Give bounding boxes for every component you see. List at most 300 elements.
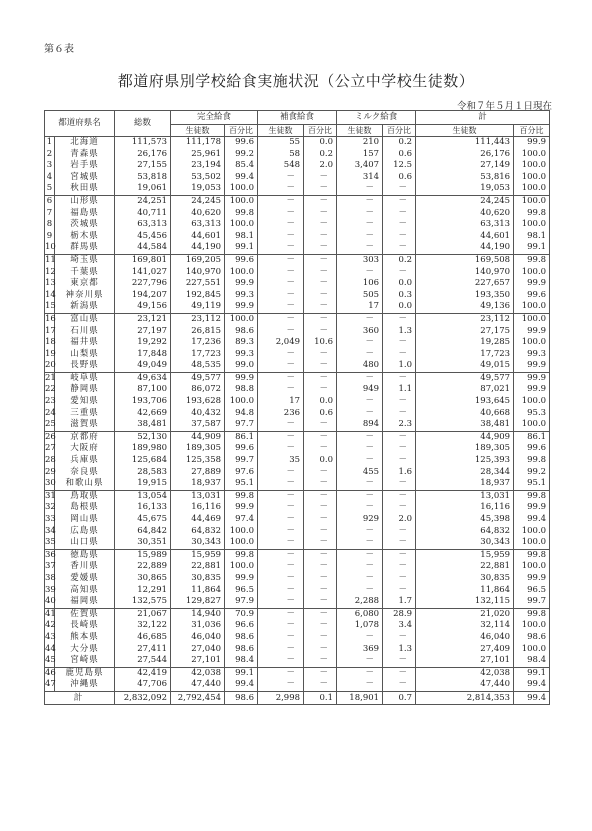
cell-total: 169,801 [115,254,171,266]
row-number: 16 [45,313,56,324]
cell-full-n: 14,940 [171,608,225,620]
cell-milk-p: 1.3 [383,644,416,656]
cell-sum-p: 99.2 [514,467,550,479]
cell-supp-p: － [304,231,337,243]
cell-full-n: 46,040 [171,632,225,644]
cell-milk-n: 6,080 [337,608,383,620]
cell-full-n: 111,178 [171,137,225,149]
cell-milk-n: － [337,655,383,667]
cell-milk-p: － [383,478,416,490]
cell-supp-p: － [304,655,337,667]
cell-sum-p: 100.0 [514,301,550,313]
cell-full-n: 27,040 [171,644,225,656]
table-row [45,585,550,597]
table-row [45,231,550,243]
cell-sum-n: 13,031 [416,490,514,502]
cell-full-p: 100.0 [225,183,258,195]
table-row [45,655,550,667]
cell-sum-n: 45,398 [416,514,514,526]
table-row [45,644,550,656]
cell-supp-n: － [258,183,304,195]
cell-sum-p: 99.9 [514,502,550,514]
prefecture-name: 新潟県 [55,301,115,313]
prefecture-name: 秋田県 [55,183,115,195]
cell-full-n: 169,205 [171,254,225,266]
cell-total: 16,133 [115,502,171,514]
cell-full-p: 99.4 [225,172,258,184]
cell-sum-n: 30,835 [416,573,514,585]
cell-total: 27,197 [115,326,171,338]
row-number: 29 [45,466,56,477]
table-row [45,372,550,384]
cell-full-n: 44,601 [171,231,225,243]
cell-total: 30,865 [115,573,171,585]
header-percentage: 百分比 [225,125,258,137]
cell-milk-p: － [383,396,416,408]
cell-supp-p: － [304,502,337,514]
total-milk-p: 0.7 [383,691,416,704]
cell-full-p: 96.5 [225,585,258,597]
cell-sum-n: 19,285 [416,337,514,349]
cell-milk-n: － [337,349,383,361]
cell-full-p: 89.3 [225,337,258,349]
cell-full-p: 99.1 [225,667,258,679]
table-row [45,455,550,467]
prefecture-name: 愛知県 [55,396,115,408]
prefecture-name: 大阪府 [55,443,115,455]
cell-full-p: 99.1 [225,242,258,254]
cell-milk-n: 303 [337,254,383,266]
prefecture-name: 埼玉県 [55,254,115,266]
cell-supp-n: － [258,172,304,184]
cell-supp-n: － [258,267,304,279]
cell-full-n: 53,502 [171,172,225,184]
cell-sum-n: 64,832 [416,526,514,538]
cell-full-p: 99.2 [225,149,258,161]
header-milk-meal: ミルク給食 [337,111,416,125]
cell-sum-p: 100.0 [514,537,550,549]
cell-total: 22,889 [115,561,171,573]
cell-total: 45,456 [115,231,171,243]
cell-sum-n: 87,021 [416,384,514,396]
cell-full-n: 193,628 [171,396,225,408]
cell-milk-p: － [383,549,416,561]
cell-full-p: 98.6 [225,632,258,644]
cell-sum-n: 28,344 [416,467,514,479]
cell-sum-p: 99.9 [514,326,550,338]
cell-milk-n: 314 [337,172,383,184]
cell-full-n: 22,881 [171,561,225,573]
cell-full-p: 99.9 [225,278,258,290]
cell-supp-p: － [304,419,337,431]
cell-total: 19,061 [115,183,171,195]
cell-milk-p: 0.0 [383,301,416,313]
prefecture-name: 宮城県 [55,172,115,184]
cell-supp-n: － [258,537,304,549]
cell-sum-p: 100.0 [514,561,550,573]
prefecture-name: 岐阜県 [55,372,115,384]
prefecture-name: 宮崎県 [55,655,115,667]
cell-full-n: 30,343 [171,537,225,549]
row-number: 14 [45,289,56,300]
table-header [45,111,550,137]
cell-sum-n: 27,409 [416,644,514,656]
cell-total: 64,842 [115,526,171,538]
table-row [45,490,550,502]
cell-full-p: 99.4 [225,679,258,691]
cell-milk-p: 1.3 [383,326,416,338]
cell-sum-p: 99.9 [514,137,550,149]
cell-supp-n: － [258,561,304,573]
cell-sum-n: 27,101 [416,655,514,667]
prefecture-name: 山形県 [55,195,115,207]
cell-milk-p: － [383,219,416,231]
cell-supp-n: － [258,644,304,656]
cell-milk-p: 1.1 [383,384,416,396]
cell-total: 12,291 [115,585,171,597]
cell-full-n: 40,620 [171,208,225,220]
header-students: 生徒数 [416,125,514,137]
cell-full-p: 86.1 [225,431,258,443]
cell-full-p: 97.6 [225,467,258,479]
cell-sum-p: 100.0 [514,313,550,325]
cell-sum-n: 19,053 [416,183,514,195]
cell-supp-p: － [304,278,337,290]
cell-sum-p: 100.0 [514,160,550,172]
cell-supp-p: － [304,431,337,443]
row-number: 10 [45,242,55,254]
cell-milk-p: － [383,337,416,349]
prefecture-name: 鹿児島県 [55,667,115,679]
cell-sum-n: 46,040 [416,632,514,644]
cell-sum-n: 53,816 [416,172,514,184]
cell-milk-p: － [383,183,416,195]
cell-total: 27,155 [115,160,171,172]
cell-sum-p: 98.1 [514,231,550,243]
cell-milk-p: － [383,561,416,573]
prefecture-name: 群馬県 [55,242,115,254]
cell-total: 49,634 [115,372,171,384]
cell-total: 227,796 [115,278,171,290]
cell-sum-n: 125,393 [416,455,514,467]
header-students: 生徒数 [337,125,383,137]
row-number: 1 [45,137,55,149]
cell-milk-n: － [337,561,383,573]
table-row [45,326,550,338]
cell-sum-p: 100.0 [514,526,550,538]
table-row [45,537,550,549]
cell-full-p: 98.4 [225,655,258,667]
cell-full-n: 19,053 [171,183,225,195]
header-students: 生徒数 [258,125,304,137]
cell-full-n: 18,937 [171,478,225,490]
cell-milk-p: － [383,679,416,691]
row-number: 21 [45,372,56,383]
cell-supp-n: － [258,290,304,302]
cell-full-n: 24,245 [171,195,225,207]
cell-milk-p: 0.6 [383,149,416,161]
prefecture-name: 沖縄県 [55,679,115,691]
cell-milk-p: － [383,313,416,325]
cell-full-n: 129,827 [171,596,225,608]
table-row [45,419,550,431]
prefecture-name: 石川県 [55,326,115,338]
cell-supp-n: － [258,526,304,538]
cell-sum-p: 100.0 [514,644,550,656]
row-number: 5 [45,183,55,195]
prefecture-name: 岡山県 [55,514,115,526]
cell-sum-p: 99.4 [514,514,550,526]
cell-total: 21,067 [115,608,171,620]
cell-sum-n: 169,508 [416,254,514,266]
cell-supp-p: 0.2 [304,149,337,161]
row-number: 13 [45,278,56,289]
cell-supp-p: － [304,514,337,526]
cell-total: 87,100 [115,384,171,396]
row-number: 7 [45,208,55,220]
cell-total: 52,130 [115,431,171,443]
cell-milk-p: 0.0 [383,278,416,290]
cell-full-p: 100.0 [225,396,258,408]
table-row [45,172,550,184]
cell-milk-p: － [383,408,416,420]
cell-milk-n: － [337,526,383,538]
table-row [45,313,550,325]
cell-sum-p: 99.9 [514,360,550,372]
cell-supp-n: － [258,596,304,608]
cell-supp-n: － [258,478,304,490]
page-title: 都道府県別学校給食実施状況（公立中学校生徒数） [117,72,475,90]
cell-milk-n: 2,288 [337,596,383,608]
cell-full-n: 16,116 [171,502,225,514]
cell-supp-n: 58 [258,149,304,161]
header-supplementary-meal: 補食給食 [258,111,337,125]
cell-milk-n: － [337,667,383,679]
cell-full-p: 98.6 [225,326,258,338]
header-sum: 計 [416,111,550,125]
cell-full-n: 44,190 [171,242,225,254]
cell-full-n: 27,101 [171,655,225,667]
row-number: 36 [45,549,56,560]
row-number: 41 [45,608,56,619]
cell-supp-n: － [258,313,304,325]
cell-full-p: 100.0 [225,537,258,549]
cell-milk-p: 28.9 [383,608,416,620]
prefecture-name: 岩手県 [55,160,115,172]
table-row [45,596,550,608]
total-full-p: 98.6 [225,691,258,704]
cell-milk-n: 505 [337,290,383,302]
cell-sum-n: 24,245 [416,195,514,207]
prefecture-name: 北海道 [55,137,115,149]
cell-total: 17,848 [115,349,171,361]
prefecture-name: 滋賀県 [55,419,115,431]
table-row [45,608,550,620]
cell-milk-p: － [383,267,416,279]
cell-milk-n: － [337,242,383,254]
cell-supp-n: － [258,573,304,585]
cell-full-p: 99.9 [225,372,258,384]
cell-supp-p: － [304,349,337,361]
cell-full-p: 99.9 [225,502,258,514]
cell-milk-n: 360 [337,326,383,338]
row-number: 32 [45,502,56,513]
cell-milk-n: 210 [337,137,383,149]
table-row [45,514,550,526]
table-row [45,137,550,149]
cell-milk-n: 1,078 [337,620,383,632]
cell-milk-p: 1.6 [383,467,416,479]
cell-sum-n: 42,038 [416,667,514,679]
cell-milk-n: － [337,396,383,408]
cell-supp-p: － [304,360,337,372]
cell-sum-n: 27,175 [416,326,514,338]
cell-supp-p: － [304,667,337,679]
cell-sum-n: 26,176 [416,149,514,161]
cell-supp-n: － [258,372,304,384]
cell-full-p: 100.0 [225,313,258,325]
cell-milk-n: － [337,195,383,207]
row-number: 20 [45,360,55,372]
cell-full-n: 49,119 [171,301,225,313]
row-number: 18 [45,337,56,348]
table-row [45,149,550,161]
cell-supp-p: － [304,526,337,538]
cell-sum-p: 99.3 [514,349,550,361]
cell-total: 45,675 [115,514,171,526]
table-row [45,267,550,279]
cell-total: 27,544 [115,655,171,667]
table-row [45,679,550,691]
cell-full-n: 47,440 [171,679,225,691]
table-row [45,219,550,231]
cell-full-p: 99.9 [225,573,258,585]
cell-supp-p: － [304,573,337,585]
cell-supp-n: － [258,195,304,207]
cell-supp-p: － [304,561,337,573]
prefecture-name: 大分県 [55,644,115,656]
row-number: 46 [45,667,56,678]
row-number: 8 [45,219,55,231]
prefecture-name: 奈良県 [55,467,115,479]
prefecture-name: 福井県 [55,337,115,349]
cell-supp-p: － [304,254,337,266]
cell-full-n: 140,970 [171,267,225,279]
row-number: 44 [45,643,56,654]
cell-sum-p: 99.6 [514,290,550,302]
cell-total: 27,411 [115,644,171,656]
cell-full-p: 98.8 [225,384,258,396]
cell-full-n: 13,031 [171,490,225,502]
table-row [45,667,550,679]
prefecture-name: 神奈川県 [55,290,115,302]
table-row [45,396,550,408]
cell-sum-n: 44,909 [416,431,514,443]
cell-full-n: 30,835 [171,573,225,585]
cell-sum-p: 98.4 [514,655,550,667]
header-percentage: 百分比 [514,125,550,137]
cell-sum-n: 15,959 [416,549,514,561]
cell-total: 141,027 [115,267,171,279]
cell-sum-n: 30,343 [416,537,514,549]
cell-milk-p: － [383,502,416,514]
cell-sum-p: 95.1 [514,478,550,490]
cell-supp-p: － [304,443,337,455]
cell-full-p: 98.1 [225,231,258,243]
cell-sum-n: 49,577 [416,372,514,384]
prefecture-name: 徳島県 [55,549,115,561]
table-row [45,573,550,585]
cell-supp-n: － [258,467,304,479]
cell-milk-p: － [383,632,416,644]
cell-full-p: 94.8 [225,408,258,420]
cell-supp-p: 0.0 [304,455,337,467]
table-row [45,526,550,538]
cell-milk-p: 12.5 [383,160,416,172]
cell-milk-n: 3,407 [337,160,383,172]
cell-supp-n: － [258,326,304,338]
table-row [45,337,550,349]
cell-milk-n: － [337,490,383,502]
cell-milk-p: － [383,195,416,207]
cell-sum-p: 100.0 [514,620,550,632]
cell-supp-p: － [304,679,337,691]
cell-total: 19,915 [115,478,171,490]
cell-full-n: 37,587 [171,419,225,431]
cell-milk-p: 0.2 [383,137,416,149]
cell-total: 38,481 [115,419,171,431]
cell-sum-n: 18,937 [416,478,514,490]
cell-sum-n: 63,313 [416,219,514,231]
cell-sum-p: 99.6 [514,443,550,455]
cell-milk-p: － [383,443,416,455]
cell-milk-n: － [337,443,383,455]
cell-supp-n: 548 [258,160,304,172]
cell-milk-p: － [383,242,416,254]
cell-supp-p: － [304,183,337,195]
cell-full-n: 26,815 [171,326,225,338]
cell-total: 30,351 [115,537,171,549]
table-row [45,254,550,266]
cell-sum-n: 22,881 [416,561,514,573]
cell-milk-n: － [337,455,383,467]
cell-full-n: 31,036 [171,620,225,632]
row-number: 38 [45,572,56,583]
cell-supp-n: － [258,667,304,679]
row-number: 31 [45,490,56,501]
cell-milk-p: － [383,208,416,220]
cell-sum-p: 99.1 [514,242,550,254]
cell-supp-p: － [304,549,337,561]
cell-sum-n: 40,620 [416,208,514,220]
cell-sum-n: 193,350 [416,290,514,302]
cell-full-n: 17,723 [171,349,225,361]
cell-full-p: 97.4 [225,514,258,526]
cell-supp-p: － [304,195,337,207]
cell-supp-n: － [258,360,304,372]
prefecture-name: 山口県 [55,537,115,549]
cell-sum-p: 100.0 [514,396,550,408]
table-row [45,408,550,420]
cell-total: 42,419 [115,667,171,679]
cell-milk-n: － [337,183,383,195]
header-total-students: 総数 [115,111,171,137]
table-row [45,183,550,195]
cell-full-n: 48,535 [171,360,225,372]
prefecture-name: 福岡県 [55,596,115,608]
cell-sum-p: 86.1 [514,431,550,443]
cell-full-p: 97.9 [225,596,258,608]
